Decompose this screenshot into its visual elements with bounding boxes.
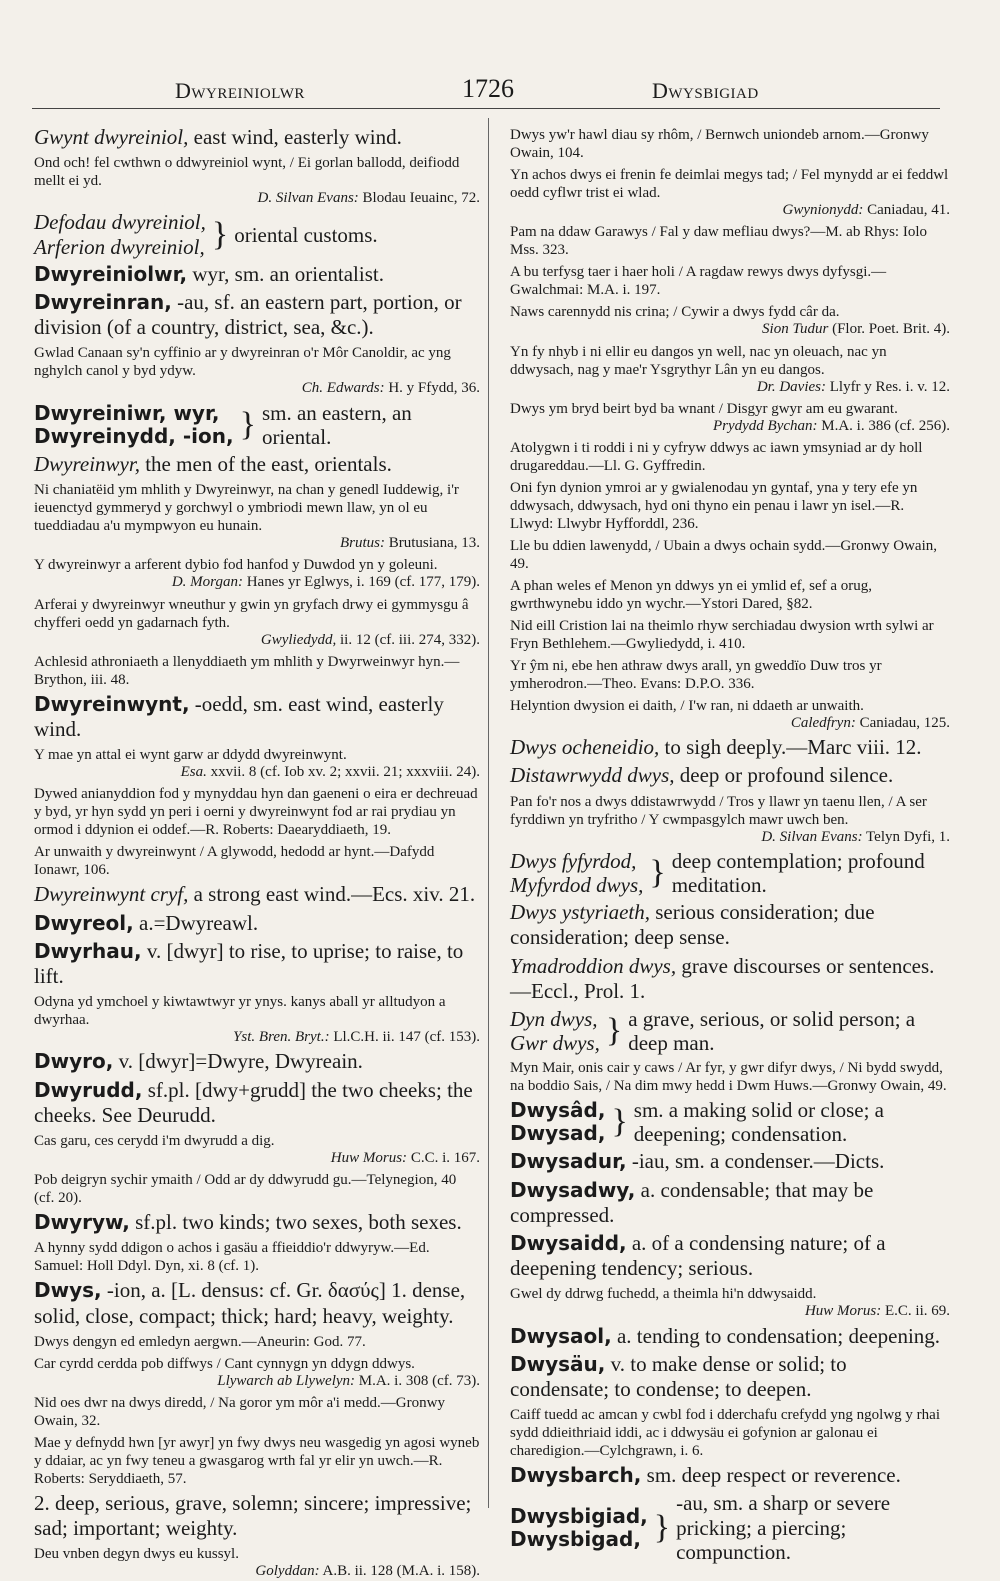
definition: a. condensable; that may be compressed. <box>510 1177 874 1227</box>
quotation: Gwel dy ddrwg fuchedd, a theimla hi'n ddwysaidd. <box>510 1286 817 1303</box>
citation <box>510 418 950 435</box>
dictionary-entry <box>34 1049 480 1074</box>
citation-source: M.A. i. 308 (cf. 73). <box>355 1372 480 1389</box>
quotation: Dwys dengyn ed emledyn aergwn.—Aneurin: God. 77. <box>34 1333 366 1350</box>
bracketed-entry <box>510 1098 950 1146</box>
citation-author: Prydydd Bychan: <box>712 417 818 434</box>
definition: -oedd, sm. east wind, easterly wind. <box>34 691 444 741</box>
bracketed-entry <box>510 849 950 897</box>
citation-author: Brutus: <box>340 535 385 551</box>
citation-author: Esa. <box>180 764 207 781</box>
quotation: Myn Mair, onis cair y caws / Ar fyr, y gwr difyr dwys, / Ni bydd swydd, na boddio Sais, / Na dim mwy hedd i Dwm Huws.—Gronwy Owain, 49. <box>510 1060 947 1095</box>
header-rule <box>32 108 940 109</box>
citation-author: Ch. Edwards: <box>301 380 385 397</box>
quotation: Nid eill Cristion lai na theimlo rhyw serchiadau dwysion wrth sylwi ar Fryn Bethlehem.—Gwyliedydd, i. 410. <box>510 618 934 652</box>
citation <box>34 574 480 591</box>
quotation: Nid oes dwr na dwys diredd, / Na goror ym môr a'i medd.—Gronwy Owain, 32. <box>34 1395 445 1429</box>
citation-author: Yst. Bren. Bryt.: <box>233 1029 330 1046</box>
header-right-guideword: Dwysbigiad <box>652 78 759 103</box>
quotation: Yr ŷm ni, ebe hen athraw dwys arall, yn gweddïo Duw tros yr ymherodron.—Theo. Evans: D.P.O. 336. <box>510 658 882 692</box>
dictionary-entry <box>510 1463 950 1488</box>
citation <box>510 379 950 396</box>
brace-symbol: } <box>239 405 256 443</box>
citation-source: Brutusiana, 13. <box>385 535 480 551</box>
quotation: Mae y defnydd hwn [yr awyr] yn fwy dwys neu wasgedig yn agosi wyneb y ddaiar, ac yn fwy teneu a gwasgarog wrth fal yr elir yn uwch.—R. Roberts: Seryddiaeth, 57. <box>34 1435 480 1487</box>
definition: v. to make dense or solid; to condensate; to condense; to deepen. <box>510 1351 847 1402</box>
phrase: Dwyreinwyr, <box>34 451 140 476</box>
sub-entry <box>34 882 480 907</box>
quotation: Oni fyn dynion ymroi ar y gwialenodau yn gyntaf, yna y tery efe yn ddwysach, ddwysach, hyd oni thyno ein penau i lawr yn isel.—R. Llwyd: Llwybr Hyfforddl, 236. <box>510 480 918 532</box>
headword: Dwyreol, <box>34 910 134 935</box>
headword: Dwys, <box>34 1278 102 1303</box>
headword: Dwyrhau, <box>34 938 142 963</box>
phrase: Dwys ocheneidio, <box>510 735 660 760</box>
quotation: Caiff tuedd ac amcan y cwbl fod i dderchafu crefydd yng ngolwg y rhai sydd ddieithriaid iddi, ac i ddwysäu ei gofynion ar galonau ei charedigion.—Cylchgrawn, i. 6. <box>510 1407 940 1460</box>
definition: the men of the east, orientals. <box>139 451 392 476</box>
citation <box>34 1150 480 1167</box>
dictionary-entry <box>510 1324 950 1349</box>
dictionary-entry <box>510 1149 950 1174</box>
quotation: Atolygwn i ti roddi i ni y cyfryw ddwys ac iawn ymsyniad ar dy holl drugareddau.—Ll. G. Gyffredin. <box>510 440 923 474</box>
citation-source: ii. 12 (cf. iii. 274, 332). <box>336 631 480 648</box>
quotation: Y dwyreinwyr a arferent dybio fod hanfod y Duwdod yn y goleuni. <box>34 557 438 574</box>
quotation: Yn fy nhyb i ni ellir eu dangos yn well, nac yn oleuach, nac yn ddwysach, nag y mae'r Ysgrythyr Lân yn eu dangos. <box>510 343 887 378</box>
bracketed-terms <box>34 210 206 258</box>
quotation: Naws carennydd nis crina; / Cywir a dwys fydd câr da. <box>510 304 840 321</box>
dictionary-entry <box>34 1278 480 1328</box>
headword: Dwysadur, <box>510 1149 627 1174</box>
headword: Dwysäu, <box>510 1351 606 1376</box>
citation-author: Gwyliedydd, <box>260 631 337 648</box>
definition: a strong east wind.—Ecs. xiv. 21. <box>188 882 476 907</box>
definition: a grave, serious, or solid person; a deep man. <box>628 1006 916 1056</box>
dictionary-entry <box>510 1178 950 1228</box>
citation-author: D. Silvan Evans: <box>761 828 863 845</box>
column-divider <box>488 118 489 1508</box>
sub-entry <box>510 735 950 760</box>
quotation: Achlesid athroniaeth a llenyddiaeth ym mhlith y Dwyrweinwyr hyn.—Brython, iii. 48. <box>34 653 460 688</box>
brace-symbol: } <box>611 1103 628 1141</box>
dictionary-entry <box>510 1352 950 1402</box>
definition: deep or profound silence. <box>674 763 894 788</box>
brace-symbol: } <box>653 1508 671 1546</box>
quotation: Ond och! fel cwthwn o ddwyreiniol wynt, / Ei gorlan ballodd, deifiodd mellt ei yd. <box>34 155 460 190</box>
citation-author: Llywarch ab Llywelyn: <box>217 1372 356 1389</box>
quotation: Pan fo'r nos a dwys ddistawrwydd / Tros y llawr yn taenu llen, / A ser fyrddiwn yn tryfritho / Y cwmpasgylch mawr uwch ben. <box>510 793 927 828</box>
citation-source: xxvii. 8 (cf. Iob xv. 2; xxvii. 21; xxxviii. 24). <box>206 764 480 781</box>
definition: a. of a condensing nature; of a deepening tendency; serious. <box>510 1231 886 1281</box>
right-column <box>510 122 950 1564</box>
citation <box>34 380 480 397</box>
quotation: Y mae yn attal ei wynt garw ar ddydd dwyreinwynt. <box>34 747 347 764</box>
citation <box>34 190 480 207</box>
quotation: Lle bu ddien lawenydd, / Ubain a dwys ochain sydd.—Gronwy Owain, 49. <box>510 538 938 572</box>
bracketed-term: Dwyreinydd, -ion, <box>34 423 234 448</box>
bracketed-term: Dwysbigad, <box>510 1526 641 1551</box>
definition: sm. an eastern, an oriental. <box>261 400 412 449</box>
headword: Dwysaidd, <box>510 1231 627 1256</box>
quotation: Ar unwaith y dwyreinwynt / A glywodd, hedodd ar hynt.—Dafydd Ionawr, 106. <box>34 844 435 879</box>
phrase: Distawrwydd dwys, <box>510 763 675 788</box>
dictionary-entry <box>34 692 480 742</box>
citation <box>510 829 950 846</box>
definition: grave discourses or sentences.—Eccl., Prol. 1. <box>510 953 935 1003</box>
headword: Dwysaol, <box>510 1323 612 1348</box>
sub-entry <box>34 125 480 150</box>
definition: east wind, easterly wind. <box>188 125 402 149</box>
quotation: Car cyrdd cerdda pob diffwys / Cant cynnygn yn ddygn ddwys. <box>34 1355 415 1372</box>
header-left-guideword: Dwyreiniolwr <box>175 78 305 103</box>
quotation: Dwys yw'r hawl diau sy rhôm, / Bernwch uniondeb arnom.—Gronwy Owain, 104. <box>510 127 929 161</box>
citation-source: Blodau Ieuainc, 72. <box>358 190 480 207</box>
bracketed-entry <box>510 1491 950 1563</box>
bracketed-term: Dwys fyfyrdod, <box>510 848 637 873</box>
dictionary-entry <box>34 1078 480 1128</box>
citation-source: (Flor. Poet. Brit. 4). <box>828 321 950 338</box>
citation-author: Caledfryn: <box>790 715 856 731</box>
definition: a.=Dwyreawl. <box>133 910 259 935</box>
citation-source: M.A. i. 386 (cf. 256). <box>817 417 950 434</box>
citation-source: H. y Ffydd, 36. <box>384 380 480 397</box>
citation-author: Huw Morus: <box>330 1149 408 1166</box>
dictionary-entry <box>34 1210 480 1235</box>
bracketed-term: Gwr dwys, <box>510 1031 600 1056</box>
citation <box>34 535 480 552</box>
quotation: Dwys ym bryd beirt byd ba wnant / Disgyr gwyr am eu gwarant. <box>510 400 898 417</box>
bracketed-entry <box>34 401 480 449</box>
quotation: Ni chaniatëid ym mhlith y Dwyreinwyr, na chan y genedl Iuddewig, i'r ieuenctyd gymmeryd y gorchwyl o ymbriodi mewn llaw, yn ol eu tueddiadau a'u mympwyon eu hunain. <box>34 482 459 534</box>
headword: Dwyro, <box>34 1049 114 1074</box>
definition: sf.pl. [dwy+grudd] the two cheeks; the cheeks. See Deurudd. <box>34 1077 473 1127</box>
citation-source: E.C. ii. 69. <box>881 1303 950 1320</box>
definition: deep contemplation; profound meditation. <box>671 848 925 898</box>
quotation: A bu terfysg taer i haer holi / A ragdaw rewys dwys dyfysgi.—Gwalchmai: M.A. i. 197. <box>510 264 887 299</box>
bracketed-terms <box>510 849 643 897</box>
quotation: Pam na ddaw Garawys / Fal y daw mefliau dwys?—M. ab Rhys: Iolo Mss. 323. <box>510 224 928 259</box>
quotation: Helyntion dwysion ei daith, / I'w ran, ni ddaeth ar unwaith. <box>510 698 864 714</box>
bracketed-term: Defodau dwyreiniol, <box>34 210 206 235</box>
citation <box>510 715 950 732</box>
citation-author: Sion Tudur <box>762 321 829 338</box>
bracketed-term: Dwysâd, <box>510 1098 606 1123</box>
sub-entry <box>34 1491 480 1541</box>
dictionary-entry <box>34 939 480 989</box>
definition: a. tending to condensation; deepening. <box>611 1323 941 1348</box>
definition: sf.pl. two kinds; two sexes, both sexes. <box>129 1210 462 1235</box>
quotation: Yn achos dwys ei frenin fe deimlai megys tad; / Fel mynydd ar ei feddwl oedd cyflwr trist ei wlad. <box>510 167 949 201</box>
citation-author: Gwynionydd: <box>782 202 864 218</box>
phrase: Dwys ystyriaeth, <box>510 900 650 925</box>
brace-symbol: } <box>211 215 229 253</box>
definition: sm. a making solid or close; a deepening; condensation. <box>633 1098 884 1147</box>
definition: to sigh deeply.—Marc viii. 12. <box>659 735 922 760</box>
quotation: Pob deigryn sychir ymaith / Odd ar dy ddwyrudd gu.—Telynegion, 40 (cf. 20). <box>34 1172 457 1207</box>
definition: sm. deep respect or reverence. <box>641 1463 901 1488</box>
phrase: Gwynt dwyreiniol, <box>34 125 189 149</box>
sub-entry <box>510 763 950 788</box>
citation <box>34 1029 480 1046</box>
phrase: Ymadroddion dwys, <box>510 953 677 978</box>
bracketed-term: Dwysbigiad, <box>510 1503 648 1528</box>
page-number: 1726 <box>462 74 514 103</box>
bracketed-term: Arferion dwyreiniol, <box>34 234 205 259</box>
citation <box>34 1563 480 1580</box>
definition: oriental customs. <box>234 222 378 247</box>
citation <box>510 1303 950 1320</box>
dictionary-entry <box>510 1231 950 1281</box>
citation-author: Golyddan: <box>255 1563 320 1580</box>
bracketed-terms <box>510 1505 648 1551</box>
citation-source: Hanes yr Eglwys, i. 169 (cf. 177, 179). <box>242 574 480 591</box>
bracketed-term: Dyn dwys, <box>510 1006 598 1031</box>
quotation: Gwlad Canaan sy'n cyffinio ar y dwyreinran o'r Môr Canoldir, ac yng nghylch canol y byd ydyw. <box>34 345 451 380</box>
citation-source: C.C. i. 167. <box>407 1149 480 1166</box>
definition: serious consideration; due consideration; deep sense. <box>510 900 875 950</box>
bracketed-term: Dwysad, <box>510 1121 606 1146</box>
bracketed-entry <box>510 1007 950 1055</box>
definition: 2. deep, serious, grave, solemn; sincere; impressive; sad; important; weighty. <box>34 1491 472 1541</box>
brace-symbol: } <box>605 1012 623 1050</box>
brace-symbol: } <box>649 854 666 892</box>
quotation: Odyna yd ymchoel y kiwtawtwyr yr ynys. kanys aball yr alltudyon a dwyrhaa. <box>34 994 446 1029</box>
definition: -ion, a. [L. densus: cf. Gr. δασύς] 1. dense, solid, close, compact; thick; hard; heavy, weighty. <box>34 1278 466 1328</box>
citation <box>34 632 480 649</box>
headword: Dwyrudd, <box>34 1077 143 1102</box>
citation <box>510 321 950 338</box>
quotation: Deu vnben degyn dwys eu kussyl. <box>34 1546 239 1563</box>
definition: -au, sf. an eastern part, portion, or division (of a country, district, sea, &c.). <box>34 289 462 340</box>
quotation: Arferai y dwyreinwyr wneuthur y gwin yn gryfach drwy ei gymmysgu â chyfferi oedd yn gadarnach fyth. <box>34 596 469 631</box>
sub-entry <box>34 452 480 477</box>
bracketed-terms <box>34 402 234 448</box>
citation-author: D. Silvan Evans: <box>257 190 359 207</box>
headword: Dwysadwy, <box>510 1177 636 1202</box>
phrase: Dwyreinwynt cryf, <box>34 882 189 907</box>
dictionary-entry <box>34 262 480 287</box>
citation-source: Llyfr y Res. i. v. 12. <box>825 378 950 395</box>
citation-source: Caniadau, 41. <box>863 202 950 218</box>
bracketed-terms <box>510 1007 600 1055</box>
quotation: Dywed anianyddion fod y mynyddau hyn dan gaeneni o eira er dechreuad y byd, yr hyn sydd yn peri i oerni y dwyreinwynt fod ar rai prydiau yn ormod i ddynion ei oddef.—R. Roberts: Daearyddiaeth, 19. <box>34 786 478 839</box>
citation <box>510 202 950 219</box>
dictionary-entry <box>34 290 480 340</box>
citation-author: Huw Morus: <box>804 1303 882 1320</box>
citation-author: D. Morgan: <box>171 574 243 591</box>
sub-entry <box>510 954 950 1004</box>
headword: Dwysbarch, <box>510 1463 642 1488</box>
definition: wyr, sm. an orientalist. <box>187 261 384 286</box>
citation <box>34 1373 480 1390</box>
bracketed-entry <box>34 210 480 258</box>
definition: -au, sm. a sharp or severe pricking; a piercing; compunction. <box>676 1491 891 1564</box>
quotation: Cas garu, ces cerydd i'm dwyrudd a dig. <box>34 1132 275 1149</box>
citation-source: Ll.C.H. ii. 147 (cf. 153). <box>329 1029 480 1046</box>
definition: -iau, sm. a condenser.—Dicts. <box>626 1149 885 1174</box>
running-header <box>0 72 1000 112</box>
headword: Dwyreinwynt, <box>34 691 190 716</box>
bracketed-terms <box>510 1099 605 1145</box>
left-column <box>34 122 480 1581</box>
headword: Dwyreinran, <box>34 289 172 314</box>
sub-entry <box>510 900 950 950</box>
citation-source: Telyn Dyfi, 1. <box>862 828 950 845</box>
quotation: A hynny sydd ddigon o achos i gasäu a ffieiddio'r ddwyryw.—Ed. Samuel: Holl Ddyl. Dyn, xi. 8 (cf. 1). <box>34 1240 430 1275</box>
definition: v. [dwyr]=Dwyre, Dwyreain. <box>113 1049 363 1074</box>
citation-author: Dr. Davies: <box>756 378 826 395</box>
dictionary-entry <box>34 911 480 936</box>
bracketed-term: Dwyreiniwr, wyr, <box>34 400 220 425</box>
bracketed-term: Myfyrdod dwys, <box>510 873 644 898</box>
citation-source: Caniadau, 125. <box>855 715 950 731</box>
headword: Dwyryw, <box>34 1210 130 1235</box>
quotation: A phan weles ef Menon yn ddwys yn ei ymlid ef, sef a orug, gwrthwynebu iddo yn wychr.—Ystori Dared, §82. <box>510 578 873 612</box>
headword: Dwyreiniolwr, <box>34 261 188 286</box>
citation <box>34 764 480 781</box>
definition: v. [dwyr] to rise, to uprise; to raise, to lift. <box>34 938 464 988</box>
citation-source: A.B. ii. 128 (M.A. i. 158). <box>319 1563 480 1580</box>
